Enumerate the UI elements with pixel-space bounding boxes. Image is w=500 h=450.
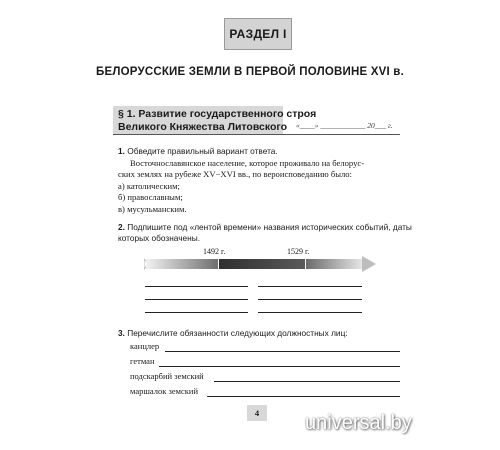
answer-line-marshal[interactable] [207, 396, 400, 397]
answer-line-right-2[interactable] [258, 299, 362, 300]
answer-line-left-1[interactable] [145, 286, 248, 287]
question-1-text-line2: ских землях на рубеже XV−XVI вв., по вероисповеданию было: [118, 169, 352, 179]
role-marshal: маршалок земский [130, 386, 198, 396]
paragraph-divider [113, 134, 400, 135]
role-treasurer: подскарбий земский [130, 371, 204, 381]
question-2-prompt [118, 222, 412, 233]
answer-line-left-3[interactable] [145, 312, 248, 313]
timeline-arrow [144, 256, 380, 272]
question-3-text: Перечислите обязанности следующих должностных лиц: [127, 328, 348, 338]
paragraph-title-line2: Великого Княжества Литовского [118, 120, 288, 133]
watermark-text: universal.by [305, 412, 412, 434]
date-field: «____» ____________ 20___ г. [296, 121, 393, 130]
option-c[interactable]: в) мусульманским. [118, 204, 187, 214]
option-b[interactable]: б) православным; [118, 192, 183, 202]
page-number: 4 [254, 408, 260, 418]
timeline-date-1529: 1529 г. [287, 247, 310, 256]
timeline-date-1492: 1492 г. [203, 247, 226, 256]
paragraph-title-line1: § 1. Развитие государственного строя [118, 108, 317, 120]
answer-line-right-3[interactable] [258, 312, 362, 313]
role-chancellor: канцлер [130, 341, 160, 351]
option-a[interactable]: а) католическим; [118, 181, 180, 191]
answer-line-left-2[interactable] [145, 299, 248, 300]
answer-line-right-1[interactable] [258, 286, 362, 287]
timeline-segment-2 [219, 259, 305, 269]
question-3-prompt [118, 328, 348, 339]
page-number-box [247, 405, 267, 421]
timeline-segment-3 [306, 259, 362, 269]
question-2-text-line1: Подпишите под «лентой времени» названия исторических событий, даты [127, 222, 412, 232]
answer-line-hetman[interactable] [159, 366, 400, 367]
question-1-number: 1. [118, 146, 125, 156]
page-title: БЕЛОРУССКИЕ ЗЕМЛИ В ПЕРВОЙ ПОЛОВИНЕ XVI в. [96, 66, 404, 78]
timeline-arrowhead [362, 256, 376, 272]
question-1-text-line1: Восточнославянское население, которое проживало на белорус- [130, 158, 365, 168]
question-1-text: Обведите правильный вариант ответа. [127, 146, 278, 156]
role-hetman: гетман [130, 356, 155, 366]
section-label: РАЗДЕЛ I [229, 27, 287, 41]
paragraph-title [118, 108, 316, 133]
answer-line-chancellor[interactable] [165, 351, 400, 352]
question-2-number: 2. [118, 222, 125, 232]
section-box [224, 18, 292, 50]
question-3-number: 3. [118, 328, 125, 338]
question-2-text-line2: которых обозначены. [118, 233, 201, 243]
answer-line-treasurer[interactable] [214, 381, 400, 382]
timeline-segment-1 [146, 259, 218, 269]
question-1-prompt [118, 146, 278, 157]
